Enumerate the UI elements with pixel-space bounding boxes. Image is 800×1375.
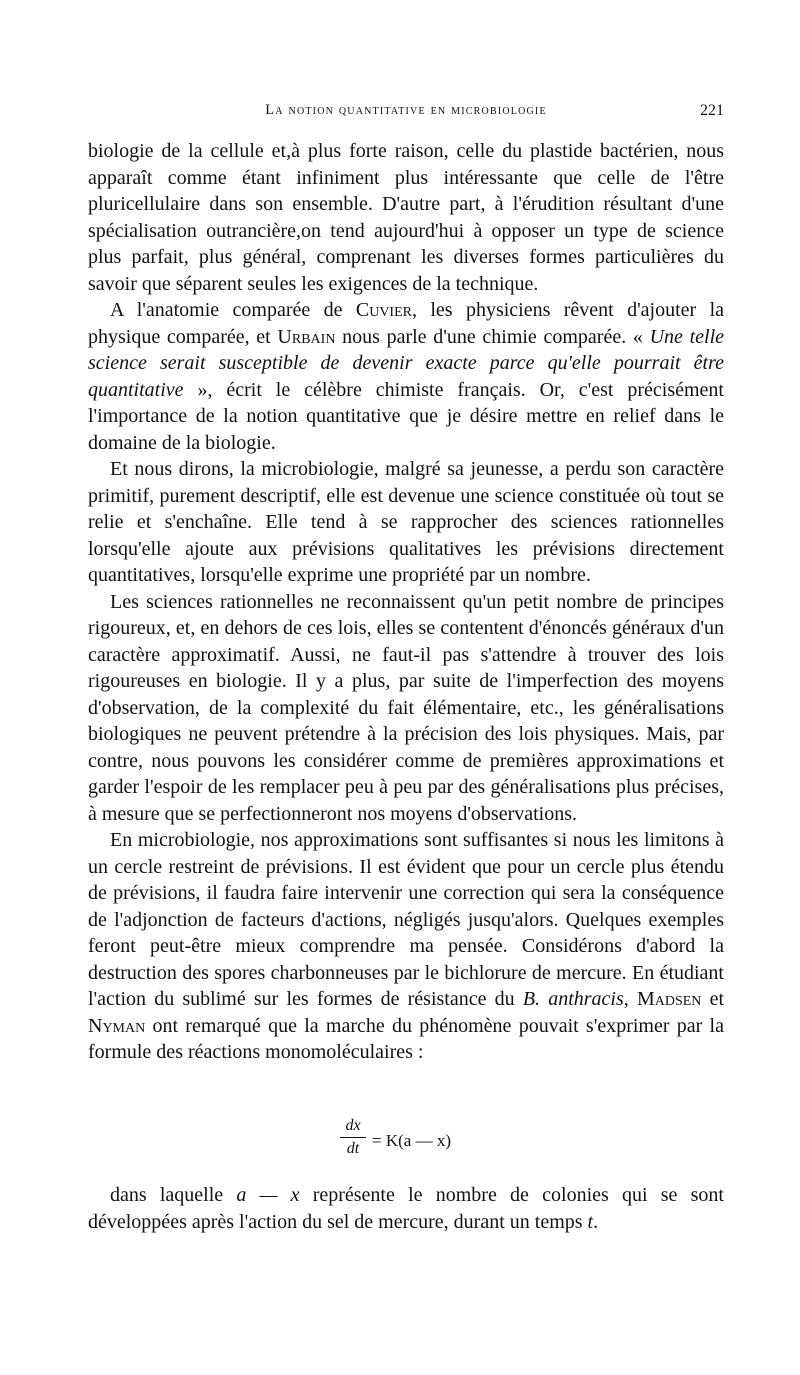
- paragraph-3: Et nous dirons, la microbiologie, malgré sa jeunesse, a perdu son caractère primitif, purement descriptif, elle est devenue une science constituée où tout se relie et s'enchaîne. Elle tend à se rapprocher des sciences rationnelles lorsqu'elle ajoute aux prévisions qualitatives les prévisions directement quantitatives, lorsqu'elle exprime une propriété par un nombre.: [88, 458, 724, 586]
- paragraph-1: biologie de la cellule et,à plus forte raison, celle du plastide bactérien, nous apparaît comme étant infiniment plus intéressante que celle de l'être pluricellulaire dans son ensemble. D'autre part, à l'érudition résultant d'une spécialisation outrancière,on tend aujourd'hui à opposer un type de science plus parfait, plus général, comprenant les diverses formes particulières du savoir que séparent seules les exigences de la technique.: [88, 140, 724, 295]
- author-madsen: Madsen: [636, 988, 702, 1010]
- paragraph-6-text-a: dans laquelle: [110, 1184, 237, 1206]
- running-header: [88, 102, 724, 124]
- paragraph-6: [88, 1182, 724, 1235]
- variable-a-minus-x: a — x: [236, 1184, 300, 1206]
- paragraph-5-text-b: ,: [623, 988, 637, 1010]
- variable-t: t: [587, 1210, 594, 1233]
- fraction-denominator: dt: [346, 1140, 360, 1157]
- paragraph-2-text-c: nous parle d'une chimie comparée. «: [335, 325, 650, 348]
- paragraph-5-text-d: ont remarqué que la marche du phénomène pouvait s'exprimer par la formule des réactions monomoléculaires :: [88, 1014, 724, 1063]
- urbain-quote: Une telle science serait susceptible de devenir exacte parce qu'elle pourrait être quantitative: [88, 325, 725, 401]
- equation-right-side: = K(a — x): [372, 1131, 451, 1150]
- paragraph-5-text-a: En microbiologie, nos approximations sont suffisantes si nous les limitons à un cercle restreint de prévisions. Il est évident que pour un cercle plus étendu de prévisions, il faudra faire intervenir une correction qui sera la conséquence de l'adjonction de facteurs d'actions, négligés jusqu'alors. Quelques exemples feront peut-être mieux comprendre ma pensée. Considérons d'abord la destruction des spores charbonneuses par le bichlorure de mercure. En étudiant l'action du sublimé sur les formes de résistance du: [88, 829, 724, 1010]
- body-text: [88, 138, 725, 1233]
- fraction-bar: [340, 1137, 366, 1138]
- paragraph-6-text-b: représente le nombre de colonies qui se sont développées après l'action du sel de mercure, durant un temps: [88, 1184, 724, 1233]
- author-urbain: Urbain: [277, 325, 336, 348]
- fraction-numerator: dx: [345, 1117, 361, 1134]
- paragraph-2-text-a: A l'anatomie comparée de: [110, 299, 356, 321]
- derivative-fraction: [340, 1116, 366, 1159]
- paragraph-4: Les sciences rationnelles ne reconnaissent qu'un petit nombre de principes rigoureux, et, en dehors de ces lois, elles se contentent d'énoncés généraux d'un caractère approximatif. Aussi, ne faut-il pas s'attendre à trouver des lois rigoureuses en biologie. Il y a plus, par suite de l'imperfection des moyens d'observation, de la complexité du fait élémentaire, etc., les généralisations biologiques ne peuvent prétendre à la précision des lois physiques. Mais, par contre, nous pouvons les considérer comme de premières approximations et garder l'espoir de les remplacer peu à peu par des généralisations plus précises, à mesure que se perfectionneront nos moyens d'observations.: [88, 590, 724, 825]
- species-name: B. anthracis: [522, 988, 624, 1010]
- paragraph-6-text-c: .: [593, 1210, 599, 1233]
- paragraph-2-text-b: , les physiciens rêvent d'ajouter la physique comparée, et: [88, 299, 725, 348]
- running-title: La notion quantitative en microbiologie: [265, 102, 547, 118]
- page-number: 221: [700, 102, 724, 119]
- author-nyman: Nyman: [88, 1014, 146, 1037]
- rate-equation: [88, 1116, 724, 1166]
- paragraph-5: [88, 827, 724, 1066]
- paragraph-2: [88, 297, 724, 456]
- paragraph-2-text-d: », écrit le célèbre chimiste français. Or, c'est précisément l'importance de la notion quantitative que je désire mettre en relief dans le domaine de la biologie.: [88, 378, 724, 454]
- author-cuvier: Cuvier: [355, 299, 412, 321]
- paragraph-5-text-c: et: [701, 988, 725, 1010]
